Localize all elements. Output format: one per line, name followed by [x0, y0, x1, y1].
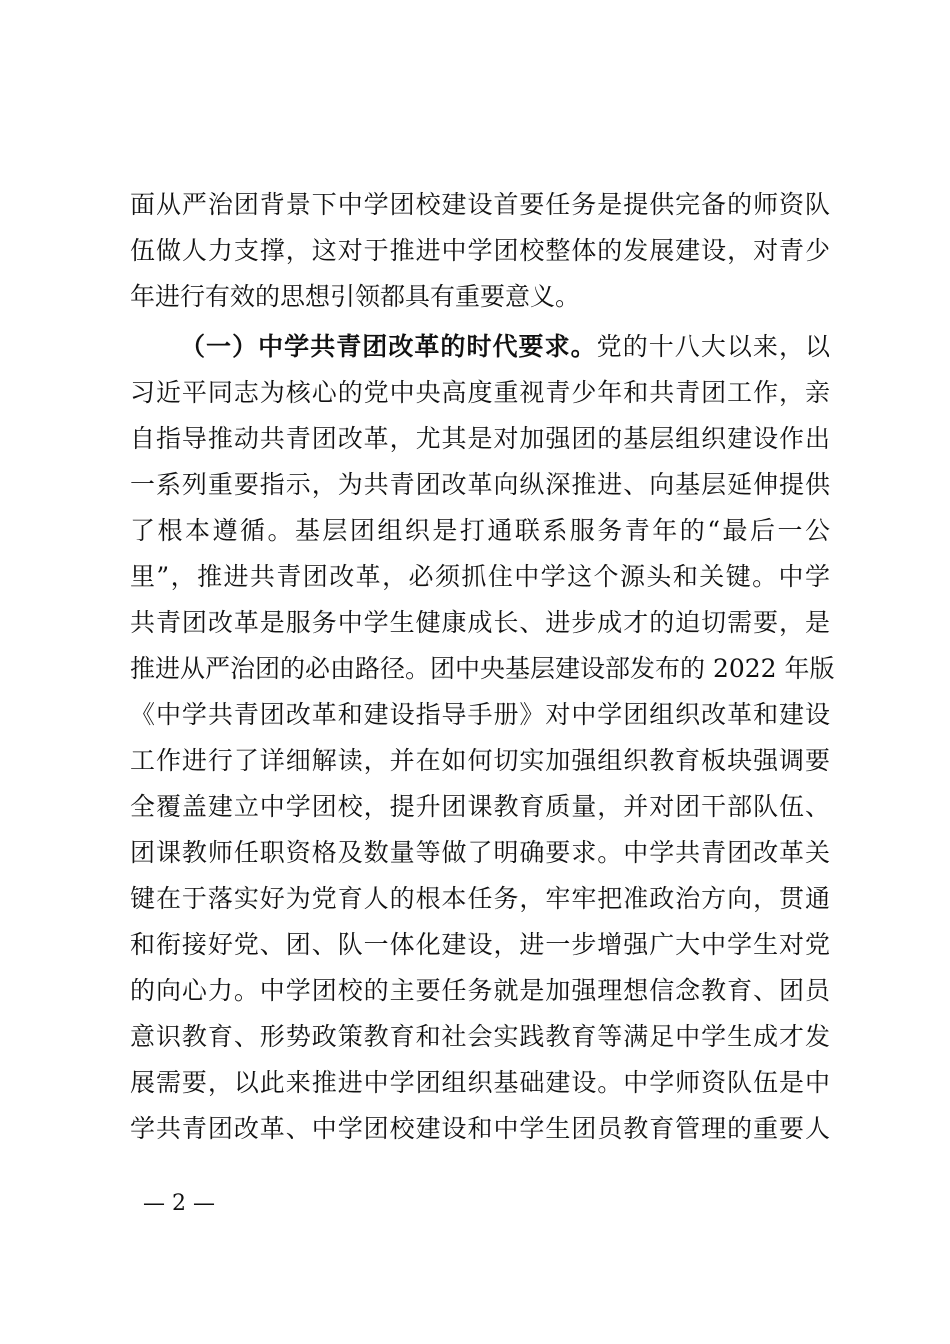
paragraph-line: 年进行有效的思想引领都具有重要意义。 — [130, 282, 581, 311]
paragraph-line: 习近平同志为核心的党中央高度重视青少年和共青团工作，亲 — [130, 378, 830, 407]
section-first-line-text: 党的十八大以来，以 — [596, 332, 830, 361]
paragraph-line: 的向心力。中学团校的主要任务就是加强理想信念教育、团员 — [130, 976, 830, 1005]
paragraph-line: 伍做人力支撑，这对于推进中学团校整体的发展建设，对青少 — [130, 236, 830, 265]
paragraph-line: 面从严治团背景下中学团校建设首要任务是提供完备的师资队 — [130, 190, 830, 219]
paragraph-line: 了根本遵循。基层团组织是打通联系服务青年的“最后一公 — [130, 516, 830, 545]
paragraph-line: 自指导推动共青团改革，尤其是对加强团的基层组织建设作出 — [130, 424, 830, 453]
paragraph-line: 推进从严治团的必由路径。团中央基层建设部发布的 2022 年版 — [130, 654, 835, 683]
paragraph-line: 全覆盖建立中学团校，提升团课教育质量，并对团干部队伍、 — [130, 792, 830, 821]
paragraph-line: 团课教师任职资格及数量等做了明确要求。中学共青团改革关 — [130, 838, 830, 867]
section-heading: （一）中学共青团改革的时代要求。 — [180, 332, 597, 361]
paragraph-line: 《中学共青团改革和建设指导手册》对中学团组织改革和建设 — [130, 700, 830, 729]
paragraph-line: 工作进行了详细解读，并在如何切实加强组织教育板块强调要 — [130, 746, 830, 775]
paragraph-line: 共青团改革是服务中学生健康成长、进步成才的迫切需要，是 — [130, 608, 830, 637]
paragraph-line: 里”，推进共青团改革，必须抓住中学这个源头和关键。中学 — [130, 562, 830, 591]
section-first-line — [180, 324, 830, 370]
paragraph-line: 学共青团改革、中学团校建设和中学生团员教育管理的重要人 — [130, 1114, 830, 1143]
paragraph-line: 键在于落实好为党育人的根本任务，牢牢把准政治方向，贯通 — [130, 884, 830, 913]
page-number: — 2 — — [143, 1191, 215, 1216]
paragraph-line: 一系列重要指示，为共青团改革向纵深推进、向基层延伸提供 — [130, 470, 830, 499]
paragraph-line: 意识教育、形势政策教育和社会实践教育等满足中学生成才发 — [130, 1022, 830, 1051]
paragraph-line: 展需要，以此来推进中学团组织基础建设。中学师资队伍是中 — [130, 1068, 830, 1097]
paragraph-line: 和衔接好党、团、队一体化建设，进一步增强广大中学生对党 — [130, 930, 830, 959]
